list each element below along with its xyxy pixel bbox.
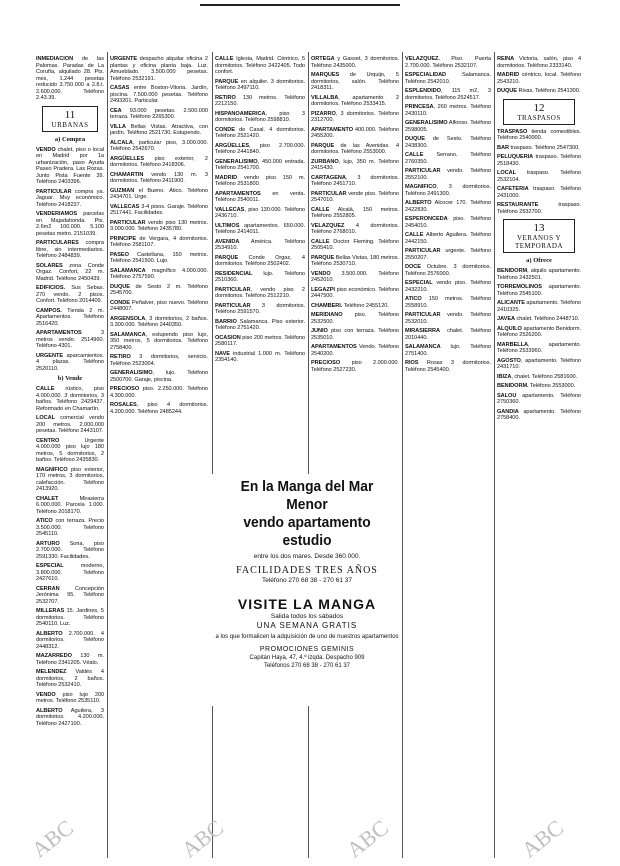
- classified-ad: IBIZA, chalet. Teléfono 2581600.: [497, 373, 578, 380]
- classified-ad: ALBERTO Alcocer 170. Teléfono 2422830.: [405, 200, 491, 213]
- classified-ad: DOCE Octubre. 3 dormitorios. Teléfono 2576000.: [405, 264, 491, 277]
- classified-column-4: [311, 56, 399, 470]
- ad-visit-headline: VISITE LA MANGA: [237, 596, 377, 612]
- classified-ad: CALLE rústico, piso 4.000.000. 3 dormitorios, 3 baños. Teléfono 2429437. Reformado en Chamartín.: [36, 386, 104, 412]
- abc-watermark: ABC: [176, 814, 228, 863]
- classified-ad: LOCAL traspaso. Teléfono 2532104.: [497, 170, 581, 183]
- classified-ad: VENDO piso lujo 200 metros. Teléfono 2535110.: [36, 691, 104, 704]
- classified-ad: PARTICULAR urgente. Teléfono 2550207.: [405, 248, 491, 261]
- classified-ad: CALLE Alberto Aguilera. Teléfono 2442150.: [405, 232, 491, 245]
- ad-free-week: UNA SEMANA GRATIS: [256, 621, 358, 630]
- column-rule: [212, 52, 213, 858]
- classified-ad: SALAMANCA, estupendo piso lujo, 350 metros, 5 dormitorios. Teléfono 2758400.: [110, 331, 208, 351]
- classified-ad: SALOU apartamento. Teléfono 2750360.: [497, 392, 581, 405]
- classified-ad: VALLECAS 3-4 pisos. Garaje. Teléfono 2517441. Facilidades.: [110, 203, 208, 216]
- ad-phone: Teléfono 270 68 38 - 270 61 37: [262, 577, 352, 584]
- classified-ad: MADRID céntrico, local. Teléfono 2543210.: [497, 72, 581, 85]
- ad-company: PROMOCIONES GEMINIS: [259, 646, 355, 653]
- column-rule: [494, 52, 495, 858]
- classified-ad: CHAMARTIN vendo 130 m. 3 dormitorios. Teléfono 2411900.: [110, 171, 208, 184]
- top-rule: [200, 4, 400, 6]
- classified-ad: CASAS entre Boston-Vitoria. Jardín, piscina. 7.500.000 pesetas. Teléfono 2493201. Particular.: [110, 85, 208, 104]
- classified-ad: AVENIDA América. Teléfono 2534910.: [215, 238, 305, 251]
- classified-ad: PARTICULAR 3 dormitorios. Teléfono 2591570.: [215, 302, 305, 315]
- classified-ad: SALAMANCA lujo. Teléfono 2751400.: [405, 344, 491, 357]
- classified-ad: MARQUES de Urquijo, 5 dormitorios, salón. Teléfono 2418311.: [311, 72, 399, 91]
- classified-ad: MERIDIANO piso. Teléfono 2532500.: [311, 312, 399, 325]
- classified-ad: JAVEA chalet. Teléfono 2448710.: [497, 316, 580, 322]
- classified-ad: CENTRO Urgente 4.000.000 piso lujo 180 metros, 5 dormitorios, 2 baños. Teléfono 2435830.: [36, 437, 104, 463]
- section-header: [503, 219, 575, 253]
- classified-ad: VENDERIAMOS parcelas en Majadahonda. Pts. 2.6m2 100.000. 5.100 pesetas metro. 2151039.: [36, 211, 104, 237]
- ad-headline: En la Manga del Mar Menor: [240, 478, 374, 513]
- classified-ad: CALLE Serrano. Teléfono 2760350.: [405, 152, 491, 165]
- section-number: 12: [533, 101, 545, 114]
- classified-ad: PRINCIPE de Vergara, 4 dormitorios. Teléfono 2581107.: [110, 235, 208, 248]
- classified-ad: MADRID vendo piso 150 m. Teléfono 2531800.: [215, 174, 305, 187]
- classified-ad: CAFETERIA traspaso. Teléfono 2431000.: [497, 186, 581, 199]
- classified-ad: CONDE Peñalver, piso nuevo. Teléfono 2448007.: [110, 299, 208, 312]
- classified-ad: PARTICULAR, vendo piso 2 dormitorios. Teléfono 2512210.: [215, 286, 305, 299]
- classified-ad: JUNIO piso con terraza. Teléfono 2535010.: [311, 328, 399, 341]
- classified-ad: VILLALBA, apartamento 2 dormitorios. Teléfono 2533415.: [311, 94, 399, 107]
- classified-ad: PARTICULAR vendo piso 130 metros. 3.000.000. Teléfono 2435780.: [110, 219, 208, 232]
- classified-ad: MARBELLA, apartamento. Teléfono 2533960.: [497, 341, 581, 354]
- classified-ad: PARQUE Conde Orgaz, 4 dormitorios. Teléfono 2502402.: [215, 254, 305, 267]
- classified-ad: URGENTE despacho alquilar oficina 2 plantas y oficina planta baja. Luz. Amueblado. 3.500.000 pesetas. Teléfono 2532191.: [110, 56, 208, 82]
- classified-ad: BENIDORM. Teléfono 2553000.: [497, 383, 576, 389]
- classified-ad: PARTICULARES compra libre, sin intermediarios. Teléfono 2484839.: [36, 240, 104, 259]
- classified-ad: PIZARRO, 3 dormitorios. Teléfono 2312700.: [311, 110, 399, 123]
- classified-ad: ALQUILO apartamento Benidorm. Teléfono 2526200.: [497, 325, 581, 338]
- classified-ad: CHALET Mirasierra 6.000.000. Parcela 1.000. Teléfono 2018170.: [36, 495, 104, 515]
- ad-address: Capitán Haya, 47, 4.º izqda. Despacho 909: [249, 655, 365, 661]
- classified-ad: ALICANTE apartamento. Teléfono 2410325.: [497, 300, 581, 313]
- classified-ad: ARGENSOLA, 3 dormitorios, 2 baños. 3.300.000. Teléfono 2440350.: [110, 315, 208, 328]
- classified-ad: VELAZQUEZ. Piso. Puerta 2.700.000. Teléfono 2532107.: [405, 56, 491, 69]
- classified-ad: CALLE Alcalá, 150 metros. Teléfono 2552805.: [311, 206, 399, 219]
- classified-ad: URGENTE aparcamientos. 4 plazas. Teléfono 2520110.: [36, 352, 104, 372]
- classified-ad: PASEO Castellana, 150 metros. Teléfono 2541500. Lujo.: [110, 251, 208, 264]
- classified-ad: BAR traspaso. Teléfono 2547300.: [497, 144, 580, 151]
- classified-ad: PELUQUERIA traspaso. Teléfono 2518430.: [497, 154, 581, 167]
- classified-ad: ARTURO Soria, piso 2.700.000. Teléfono 2591330. Facilidades.: [36, 540, 104, 560]
- classified-ad: TRASPASO tienda comestibles. Teléfono 2540000.: [497, 128, 581, 141]
- section-title: VERANOS Y TEMPORADA: [514, 234, 564, 250]
- classified-ad: LOCAL comercial vendo 200 metros. 2.000.000 pesetas. Teléfono 2443107.: [36, 415, 104, 434]
- classified-column-3: [215, 56, 305, 470]
- classified-ad: RIOS Rosas 3 dormitorios. Teléfono 2545400.: [405, 360, 491, 373]
- classified-ad: ATICO 150 metros. Teléfono 2558910.: [405, 296, 491, 309]
- classified-ad: AGOSTO, apartamento. Teléfono 2431710.: [497, 357, 581, 370]
- classified-ad: BENIDORM, alquilo apartamento. Teléfono 2432501.: [497, 268, 581, 281]
- classified-ad: ALCALA, particular piso, 3.000.000. Teléfono 2542670.: [110, 139, 208, 152]
- classified-ad: MELENDEZ Valdés 4 dormitorios, 2 baños. Teléfono 2532410.: [36, 669, 104, 688]
- classified-ad: CARTAGENA, 3 dormitorios. Teléfono 2451710.: [311, 174, 399, 187]
- subsection-heading: b) Vende: [57, 375, 83, 382]
- classified-ad: VENDO chalet, piso o local en Madrid por 1a urbanización, paso Ayuda Paseo Pradera. Las Rozas. Junto Pista Fuente 39. Teléfono 2403396.: [36, 146, 104, 185]
- section-header: [503, 99, 575, 125]
- classified-ad: ALBERTO 2.700.000. 4 dormitorios. Teléfono 2448312.: [36, 630, 104, 650]
- classified-ad: PARQUE de las Avenidas. 4 dormitorios. Teléfono 2553000.: [311, 142, 399, 155]
- classified-column-2: [110, 56, 208, 856]
- classified-ad: SALAMANCA magnífico 4.000.000. Teléfono 2757590.: [110, 267, 208, 280]
- classified-ad: GENERALISIMO, lujo. Teléfono 2500700. Garaje, piscina.: [110, 370, 208, 383]
- classified-ad: REINA Victoria, salón, piso 4 dormitorios. Teléfono 2333140.: [497, 56, 581, 69]
- classified-ad: PRECIOSO piso. 2.250.000. Teléfono 4.300.000.: [110, 386, 208, 399]
- classified-ad: GENERALISIMO, 450.000 entrada. Teléfono 2541700.: [215, 158, 305, 171]
- subsection-heading: a) Compra: [54, 135, 86, 143]
- classified-column-6: [497, 56, 581, 856]
- ad-price-line: entre los dos mares. Desde 360.000.: [253, 553, 361, 560]
- ad-phones: Teléfonos 270 68 38 - 270 61 37: [263, 663, 351, 669]
- classified-ad: VALLECAS, piso 130.000. Teléfono 2436710.: [215, 206, 305, 219]
- classified-ad: DUQUE de Sesto. Teléfono 2438300.: [405, 136, 491, 149]
- section-title: URBANAS: [51, 120, 89, 129]
- classified-ad: EDIFICIOS. Sus Sebas. 270 vendo. 2 pisos. Confort. Teléfono 2014409.: [36, 285, 104, 304]
- classified-ad: PARTICULAR vendo. Teléfono 2552100.: [405, 168, 491, 181]
- classified-ad: APARTAMENTOS en venta. Teléfono 2540011.: [215, 190, 305, 203]
- classified-ad: DUQUE Rivas. Teléfono 2541300.: [497, 88, 581, 94]
- classified-ad: TORREMOLINOS apartamento. Teléfono 2545100.: [497, 284, 581, 297]
- ad-departures: Salida todos los sábados: [270, 613, 344, 620]
- classified-ad: ARGÜELLES piso exterior, 2 dormitorios. Teléfono 2418306.: [110, 155, 208, 168]
- classified-ad: NAVE industrial 1.000 m. Teléfono 2354140.: [215, 350, 305, 363]
- classified-ad: CAMPOS. Tienda 2 m. Apartamentos. Teléfono 2516420.: [36, 307, 104, 327]
- classified-ad: PARQUE en alquiler. 3 dormitorios. Teléfono 2497110.: [215, 78, 305, 91]
- column-rule: [308, 52, 309, 858]
- classified-ad: RESIDENCIAL lujo. Teléfono 2510360.: [215, 270, 305, 283]
- classified-ad: ESPECIALIDAD Salamanca. Teléfono 2542010.: [405, 72, 491, 85]
- classified-ad: ESPLENDIDO, 115 m2, 3 dormitorios. Teléfono 2524517.: [405, 88, 491, 101]
- classified-ad: GANDIA apartamento. Teléfono 2758400.: [497, 408, 581, 421]
- abc-watermark: ABC: [26, 814, 78, 863]
- classified-ad: MAGNIFICO piso exterior, 170 metros, 3 dormitorios, calefacción. Teléfono 2413920.: [36, 466, 104, 492]
- classified-ad: INMEDIACION de las Palomas. Paradas de La Coruña, alquilado 28. Pts. mes, 1.244 pesetas reducido 3.750.000 a 2.8.t. 2.600.000. Teléfono 2.43.39.: [36, 56, 104, 101]
- classified-ad: OCASION piso 200 metros. Teléfono 2580117.: [215, 334, 305, 347]
- classified-ad: RESTAURANTE traspaso. Teléfono 2532700.: [497, 202, 581, 215]
- abc-watermark: ABC: [516, 814, 568, 863]
- classified-column-5: [405, 56, 491, 856]
- classified-ad: MAGNIFICO, 3 dormitorios. Teléfono 2491300.: [405, 184, 491, 197]
- subsection-heading: a) Ofrece: [526, 257, 552, 264]
- column-rule: [107, 52, 108, 858]
- classified-ad: CALLE Doctor Fleming. Teléfono 2505410.: [311, 238, 399, 251]
- ad-subheadline: vendo apartamento estudio: [243, 514, 371, 549]
- classified-ad: MILLERAS 15. Jardines, 5 dormitorios. Teléfono 2540110. Luz.: [36, 608, 104, 627]
- classified-ad: SOLARES zona Conde Orgaz. Confort, 22 m. Madrid. Teléfono 2450439.: [36, 262, 104, 282]
- ad-financing: FACILIDADES TRES AÑOS: [236, 565, 378, 576]
- classified-ad: PRINCESA, 260 metros. Teléfono 2430110.: [405, 104, 491, 117]
- classified-ad: VENDO 3.500.000. Teléfono 2452010.: [311, 270, 399, 283]
- classified-ad: RETIRO 3 dormitorios, servicio. Teléfono 2523004.: [110, 354, 208, 367]
- classified-ad: PARTICULAR vende piso. Teléfono 2547010.: [311, 190, 399, 203]
- classified-ad: GUZMAN el Bueno. Ático. Teléfono 2434701. Urge.: [110, 187, 208, 200]
- classified-ad: RETIRO 130 metros. Teléfono 2212150.: [215, 94, 305, 107]
- classified-ad: ESPECIAL vendo piso. Teléfono 2432210.: [405, 280, 491, 293]
- classified-ad: PARQUE Bellas Vistas, 180 metros. Teléfono 2530710.: [311, 254, 399, 267]
- column-rule: [402, 52, 403, 858]
- classified-ad: ULTIMOS apartamentos. 650.000. Teléfono 2414011.: [215, 222, 305, 235]
- classified-ad: MAZARREDO 130 m. Teléfono 2341205. Véalo.: [36, 653, 104, 666]
- classified-ad: ZURBANO, lujo, 350 m. Teléfono 2415430.: [311, 158, 399, 171]
- classified-ad: CHAMBERI. Teléfono 2455120.: [311, 302, 389, 309]
- classified-ad: ESPERONCEDA piso. Teléfono 2454010.: [405, 216, 491, 229]
- classified-ad: ATICO con terraza. Precio 3.500.000. Teléfono 2545110.: [36, 518, 104, 537]
- classified-ad: ALBERTO Aguilera, 3 dormitorios. 4.200.000. Teléfono 2427100.: [36, 707, 104, 727]
- abc-watermark: ABC: [341, 814, 393, 863]
- classified-ad: ORTEGA y Gasset, 3 dormitorios. Teléfono 2435000.: [311, 56, 399, 69]
- classified-column-1: [36, 56, 104, 856]
- ad-conditions: a los que formalicen la adquisición de uno de nuestros apartamentos: [215, 634, 399, 640]
- section-title: TRASPASOS: [517, 113, 561, 122]
- classified-ad: CONDE de Casal. 4 dormitorios. Teléfono 2521420.: [215, 126, 305, 139]
- classified-ad: GENERALISIMO Alfonso. Teléfono 2598005.: [405, 120, 491, 133]
- classified-ad: ESPECIAL moderno, 3.800.000. Teléfono 2427610.: [36, 563, 104, 582]
- classified-ad: ARGÜELLES, piso 2.700.000. Teléfono 2441840.: [215, 142, 305, 155]
- classified-ad: APARTAMENTOS Vendo. Teléfono 2540200.: [311, 344, 399, 357]
- classified-ad: CEA 93.000 pesetas. 2.500.000 terraza. Teléfono 2265300.: [110, 107, 208, 120]
- classified-ad: LEGAZPI piso económico. Teléfono 2447500.: [311, 286, 399, 299]
- section-number: 13: [533, 222, 545, 234]
- classified-ad: CERRAN Concepción Jerónima 95. Teléfono 2532707.: [36, 585, 104, 605]
- classified-ad: PARTICULAR vendo. Teléfono 2532010.: [405, 312, 491, 325]
- classified-ad: HISPANOAMERICA, piso 3 dormitorios. Teléfono 2598810.: [215, 110, 305, 123]
- classified-ad: VILLA Bellas Vistas. Atractiva, con jardín. Teléfono 2521730. Estupendo.: [110, 123, 208, 136]
- section-number: 11: [64, 108, 76, 121]
- classified-ad: APARTAMENTOS 3 metros vendo. 2514960. Teléfono 4301.: [36, 330, 104, 349]
- classified-ad: PARTICULAR compra ya. Jaguar. Muy económico. Teléfono 2418237.: [36, 188, 104, 208]
- classified-ad: BARRIO Salamanca. Piso exterior. Teléfono 2751420.: [215, 318, 305, 331]
- classified-ad: PRECIOSO piso 2.000.000. Teléfono 2527230.: [311, 360, 399, 373]
- classified-ad: MIRASIERRA chalet. Teléfono 2010440.: [405, 328, 491, 341]
- classified-ad: ROSALES, piso 4 dormitorios. 4.200.000. Teléfono 2485244.: [110, 402, 208, 415]
- la-manga-advertisement: [212, 474, 402, 706]
- classified-ad: DUQUE de Sesto 2 m. Teléfono 2545700.: [110, 283, 208, 296]
- classified-ad: VELAZQUEZ 4 dormitorios. Teléfono 2768010.: [311, 222, 399, 235]
- section-header: [42, 106, 98, 132]
- classified-ad: APARTAMENTO 400.000. Teléfono 2455200.: [311, 126, 399, 139]
- classified-ad: CALLE Iglesia, Madrid. Céntrico, 5 dormitorios. Teléfono 2422405. Todo confort.: [215, 56, 305, 75]
